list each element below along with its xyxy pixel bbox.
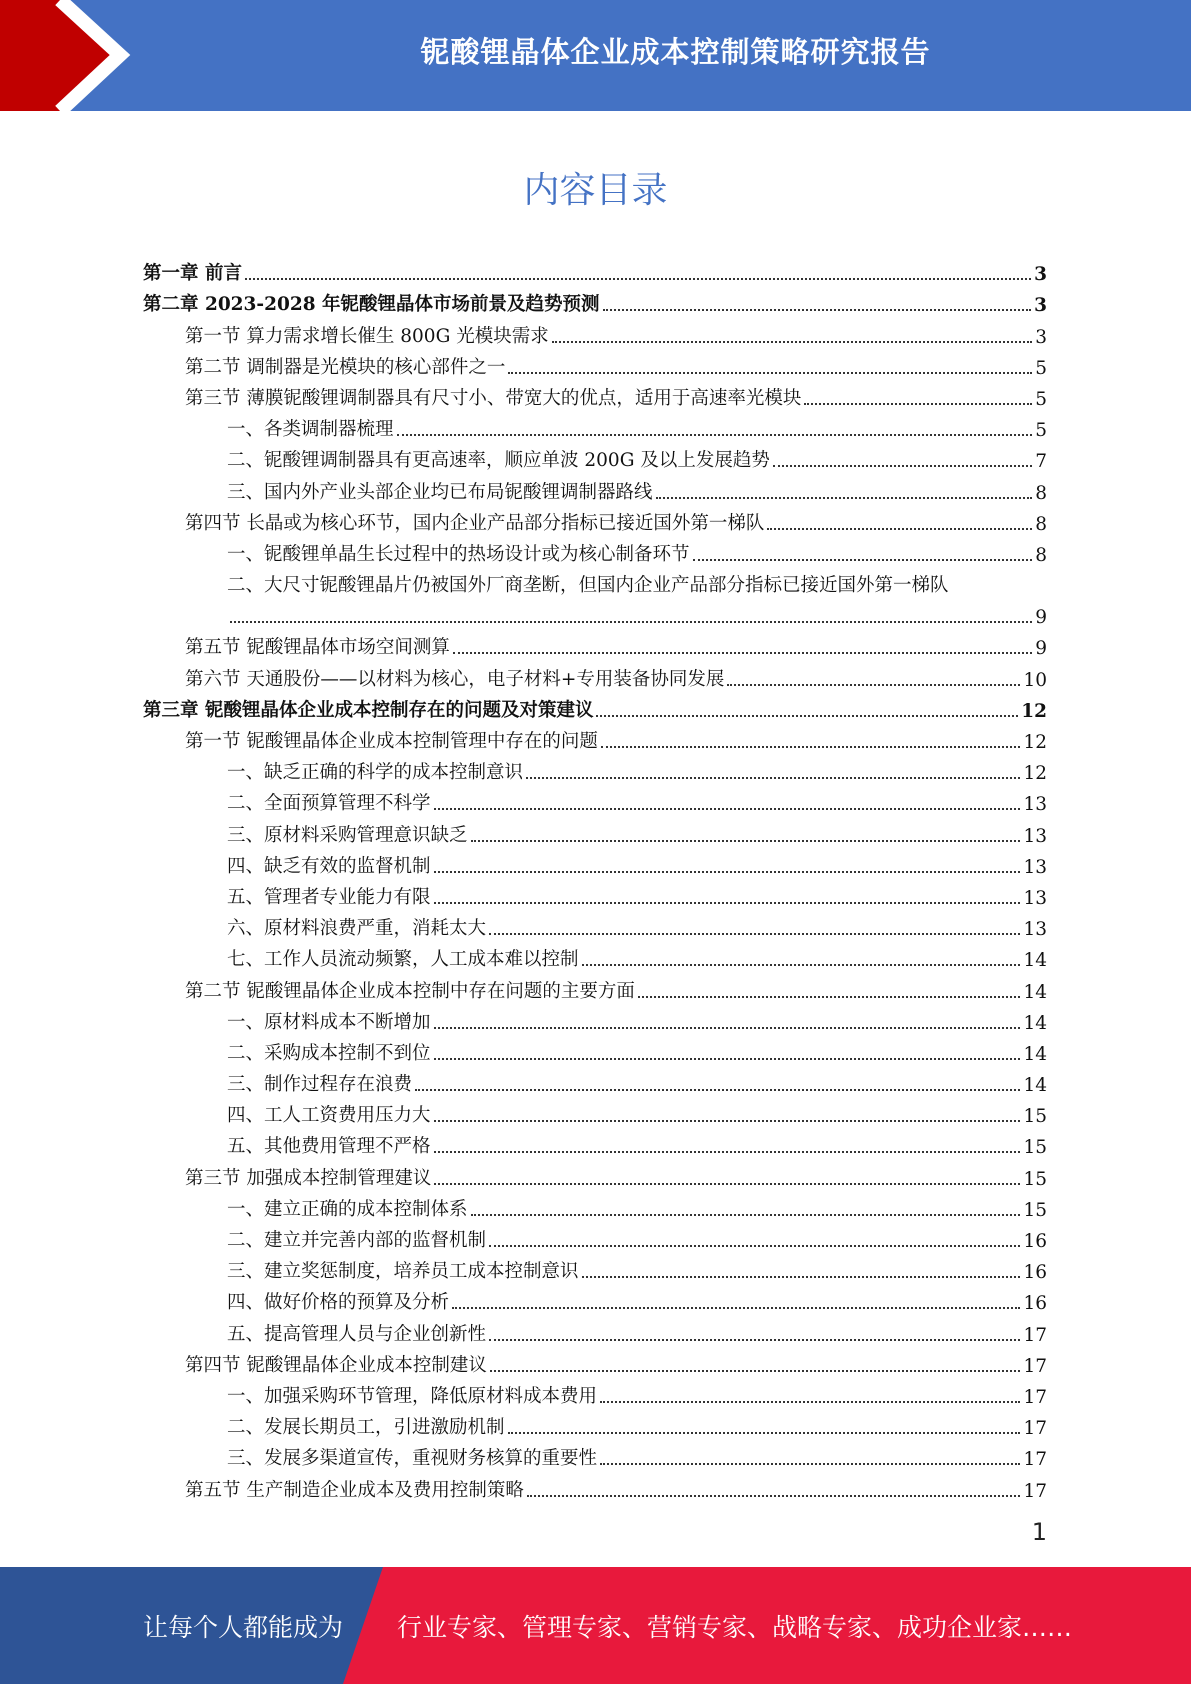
toc-entry-title: 第一节 铌酸锂晶体企业成本控制管理中存在的问题 [185, 731, 598, 752]
toc-entry-page: 14 [1023, 950, 1047, 972]
toc-entry-page: 17 [1023, 1449, 1047, 1471]
toc-entry-title: 三、建立奖惩制度，培养员工成本控制意识 [227, 1261, 579, 1283]
toc-dot-leader [804, 403, 1032, 405]
toc-dot-leader [596, 715, 1018, 717]
toc-entry[interactable] [143, 1127, 1047, 1158]
report-title: 铌酸锂晶体企业成本控制策略研究报告 [420, 34, 931, 69]
footer-slogan-right: 行业专家、管理专家、营销专家、战略专家、成功企业家…… [397, 1612, 1073, 1642]
toc-entry[interactable] [143, 691, 1047, 722]
toc-entry[interactable] [143, 535, 1047, 566]
toc-entry-page: 15 [1023, 1106, 1047, 1128]
toc-entry-title: 第二节 调制器是光模块的核心部件之一 [185, 356, 506, 378]
toc-entry-page: 16 [1023, 1231, 1047, 1252]
toc-entry-page: 13 [1023, 794, 1047, 816]
toc-entry-title: 一、原材料成本不断增加 [227, 1011, 431, 1033]
chevron-arrow-icon [0, 0, 160, 111]
toc-dot-leader [453, 652, 1032, 654]
toc-entry-page: 8 [1035, 513, 1047, 535]
toc-entry-page: 17 [1023, 1355, 1047, 1377]
table-of-contents [143, 254, 1047, 1502]
toc-entry-title: 第五节 铌酸锂晶体市场空间测算 [185, 637, 450, 659]
toc-entry[interactable] [143, 1377, 1047, 1408]
toc-dot-leader [527, 1495, 1021, 1497]
toc-entry-page: 3 [1035, 326, 1047, 348]
toc-entry[interactable] [143, 1034, 1047, 1065]
toc-entry-title: 第二节 铌酸锂晶体企业成本控制中存在问题的主要方面 [185, 980, 635, 1002]
toc-dot-leader [582, 1276, 1021, 1278]
toc-dot-leader [452, 1307, 1020, 1309]
toc-entry-page: 13 [1023, 887, 1047, 909]
toc-dot-leader [727, 684, 1020, 686]
toc-dot-leader [552, 341, 1032, 343]
toc-entry-title: 七、工作人员流动频繁，人工成本难以控制 [227, 949, 579, 971]
toc-entry-title: 第二章 2023-2028 年铌酸锂晶体市场前景及趋势预测 [143, 294, 600, 316]
toc-entry[interactable] [143, 940, 1047, 971]
toc-entry-title: 一、加强采购环节管理，降低原材料成本费用 [227, 1385, 598, 1407]
toc-dot-leader [489, 1245, 1020, 1247]
toc-entry[interactable] [143, 971, 1047, 1002]
toc-entry[interactable] [143, 348, 1047, 379]
toc-entry-page: 15 [1023, 1168, 1047, 1190]
toc-dot-leader [767, 528, 1032, 530]
toc-entry-title: 第六节 天通股份——以材料为核心，电子材料+专用装备协同发展 [185, 668, 725, 690]
toc-entry[interactable] [143, 1314, 1047, 1345]
toc-dot-leader [434, 808, 1021, 810]
toc-entry[interactable] [143, 1190, 1047, 1221]
toc-entry-title: 二、全面预算管理不科学 [227, 793, 431, 815]
toc-entry-title: 二、大尺寸铌酸锂晶片仍被国外厂商垄断，但国内企业产品部分指标已接近国外第一梯队 [227, 575, 949, 597]
toc-entry-page: 12 [1023, 732, 1047, 753]
toc-entry[interactable] [143, 659, 1047, 690]
toc-entry-page: 13 [1023, 825, 1047, 847]
toc-entry[interactable] [143, 815, 1047, 846]
toc-entry-title: 三、原材料采购管理意识缺乏 [227, 824, 468, 846]
toc-entry[interactable] [143, 1346, 1047, 1377]
toc-dot-leader [489, 1339, 1020, 1341]
toc-dot-leader [471, 1214, 1021, 1216]
toc-entry-page: 12 [1023, 763, 1047, 785]
toc-entry[interactable] [143, 316, 1047, 347]
toc-dot-leader [600, 1463, 1020, 1465]
toc-dot-leader [434, 871, 1021, 873]
toc-entry-page: 7 [1035, 451, 1047, 473]
toc-entry-page: 3 [1034, 295, 1047, 317]
toc-entry-title: 第三章 铌酸锂晶体企业成本控制存在的问题及对策建议 [143, 699, 594, 721]
toc-dot-leader [693, 559, 1033, 561]
toc-entry-title: 一、建立正确的成本控制体系 [227, 1198, 468, 1220]
toc-entry-title: 四、工人工资费用压力大 [227, 1105, 431, 1127]
toc-dot-leader [434, 1058, 1021, 1060]
toc-entry-title: 二、发展长期员工，引进激励机制 [227, 1417, 505, 1439]
toc-entry-page: 17 [1023, 1386, 1047, 1408]
toc-entry-page: 13 [1023, 919, 1047, 941]
page-number: 1 [1031, 1518, 1047, 1546]
toc-dot-leader [773, 465, 1032, 467]
toc-entry-title: 四、做好价格的预算及分析 [227, 1292, 450, 1314]
toc-entry-title: 第一章 前言 [143, 263, 242, 285]
toc-entry-page: 5 [1035, 388, 1047, 410]
toc-entry[interactable] [143, 441, 1047, 472]
toc-entry[interactable] [143, 504, 1047, 535]
toc-entry-page: 14 [1023, 1012, 1047, 1034]
toc-entry[interactable] [143, 285, 1047, 316]
toc-entry[interactable] [143, 847, 1047, 878]
toc-dot-leader [508, 372, 1032, 374]
toc-entry-page: 3 [1034, 264, 1047, 286]
toc-entry-title: 二、铌酸锂调制器具有更高速率，顺应单波 200G 及以上发展趋势 [227, 450, 770, 472]
toc-dot-leader [656, 497, 1033, 499]
toc-entry[interactable] [143, 410, 1047, 441]
toc-dot-leader [434, 1151, 1021, 1153]
toc-dot-leader [603, 309, 1032, 311]
toc-entry-page: 5 [1035, 420, 1047, 442]
toc-entry-title: 一、缺乏正确的科学的成本控制意识 [227, 762, 524, 784]
toc-entry-page: 10 [1023, 669, 1047, 691]
toc-entry[interactable] [143, 254, 1047, 285]
toc-entry-page: 9 [1035, 638, 1047, 660]
toc-dot-leader [489, 933, 1020, 935]
toc-entry-title: 四、缺乏有效的监督机制 [227, 855, 431, 877]
toc-dot-leader [490, 1370, 1021, 1372]
toc-entry-page: 17 [1023, 1418, 1047, 1440]
toc-entry[interactable] [143, 1252, 1047, 1283]
toc-dot-leader [638, 996, 1021, 998]
toc-entry-title: 三、制作过程存在浪费 [227, 1074, 413, 1096]
toc-entry[interactable] [143, 628, 1047, 659]
toc-dot-leader [600, 1401, 1020, 1403]
toc-dot-leader [434, 1183, 1020, 1185]
toc-entry[interactable] [143, 753, 1047, 784]
toc-dot-leader [526, 777, 1020, 779]
toc-entry-page: 15 [1023, 1137, 1047, 1159]
toc-entry[interactable] [143, 1470, 1047, 1501]
toc-entry-title: 第四节 长晶或为核心环节，国内企业产品部分指标已接近国外第一梯队 [185, 512, 765, 534]
toc-entry[interactable] [143, 909, 1047, 940]
toc-entry[interactable] [143, 379, 1047, 410]
toc-entry-page: 14 [1023, 981, 1047, 1003]
toc-entry[interactable] [143, 1096, 1047, 1127]
toc-entry[interactable] [143, 1408, 1047, 1439]
toc-entry-title: 三、发展多渠道宣传，重视财务核算的重要性 [227, 1448, 598, 1470]
footer-slogan-left: 让每个人都能成为 [143, 1612, 344, 1642]
toc-heading: 内容目录 [523, 170, 668, 211]
toc-entry-page: 13 [1023, 856, 1047, 878]
toc-dot-leader [434, 902, 1021, 904]
toc-entry[interactable] [143, 472, 1047, 503]
toc-entry-title: 第四节 铌酸锂晶体企业成本控制建议 [185, 1354, 487, 1376]
toc-dot-leader [601, 746, 1021, 748]
toc-dot-leader [397, 434, 1033, 436]
toc-dot-leader [508, 1432, 1021, 1434]
toc-entry-page: 17 [1023, 1480, 1047, 1502]
toc-entry-page: 14 [1023, 1075, 1047, 1097]
toc-entry-page: 14 [1023, 1043, 1047, 1065]
toc-entry-title: 六、原材料浪费严重，消耗太大 [227, 918, 487, 940]
toc-entry-page: 9 [1035, 607, 1047, 629]
toc-entry-title: 二、建立并完善内部的监督机制 [227, 1230, 487, 1251]
toc-dot-leader [582, 964, 1021, 966]
toc-entry[interactable] [143, 784, 1047, 815]
toc-entry-title: 五、提高管理人员与企业创新性 [227, 1323, 487, 1345]
footer-banner [0, 1567, 1191, 1684]
toc-dot-leader [434, 1027, 1021, 1029]
toc-entry-title: 一、铌酸锂单晶生长过程中的热场设计或为核心制备环节 [227, 543, 690, 565]
toc-entry[interactable] [143, 1003, 1047, 1034]
toc-entry-title: 二、采购成本控制不到位 [227, 1042, 431, 1064]
toc-entry-title: 第五节 生产制造企业成本及费用控制策略 [185, 1479, 524, 1501]
toc-dot-leader [230, 621, 1032, 623]
toc-entry-title: 第三节 加强成本控制管理建议 [185, 1167, 432, 1189]
toc-entry-title: 第一节 算力需求增长催生 800G 光模块需求 [185, 325, 549, 347]
toc-entry[interactable] [143, 1158, 1047, 1189]
toc-entry[interactable] [143, 878, 1047, 909]
header-banner [0, 0, 1191, 111]
toc-entry[interactable] [143, 566, 1047, 597]
toc-entry[interactable] [143, 1283, 1047, 1314]
toc-entry-title: 第三节 薄膜铌酸锂调制器具有尺寸小、带宽大的优点，适用于高速率光模块 [185, 387, 802, 409]
toc-entry-page: 8 [1035, 482, 1047, 504]
toc-entry-page: 5 [1035, 357, 1047, 379]
toc-entry-title: 五、管理者专业能力有限 [227, 886, 431, 908]
toc-entry-page: 16 [1023, 1293, 1047, 1315]
toc-dot-leader [245, 278, 1031, 280]
toc-dot-leader [415, 1089, 1020, 1091]
toc-entry-page: 8 [1035, 544, 1047, 566]
toc-entry-page: 16 [1023, 1262, 1047, 1284]
toc-entry[interactable] [143, 1221, 1047, 1252]
toc-entry-page: 12 [1021, 700, 1047, 722]
toc-entry-title: 五、其他费用管理不严格 [227, 1136, 431, 1158]
toc-entry-title: 一、各类调制器梳理 [227, 419, 394, 441]
toc-entry-page: 17 [1023, 1324, 1047, 1346]
toc-entry[interactable] [143, 722, 1047, 753]
toc-entry[interactable] [143, 1439, 1047, 1470]
toc-entry-title: 三、国内外产业头部企业均已布局铌酸锂调制器路线 [227, 481, 653, 503]
toc-entry[interactable] [143, 1065, 1047, 1096]
toc-dot-leader [471, 840, 1021, 842]
toc-dot-leader [434, 1120, 1021, 1122]
toc-entry[interactable] [143, 597, 1047, 628]
toc-entry-page: 15 [1023, 1199, 1047, 1221]
